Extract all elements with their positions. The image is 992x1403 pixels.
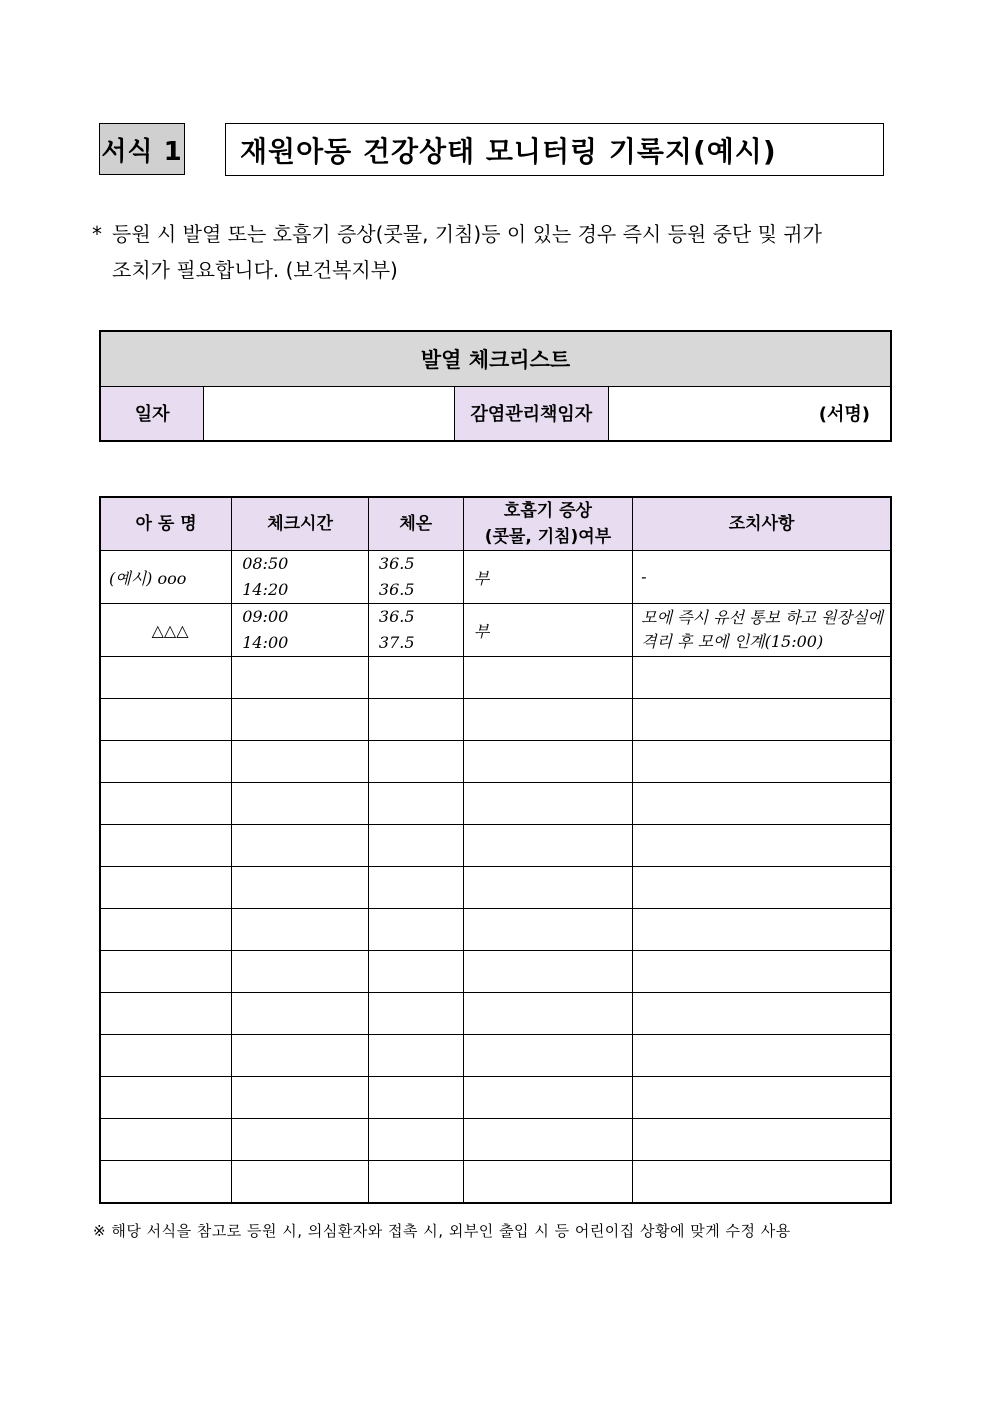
temperature-cell[interactable] <box>368 1119 463 1161</box>
time-afternoon: 14:00 <box>242 633 289 652</box>
symptom-cell[interactable] <box>463 1035 632 1077</box>
child-name-cell[interactable]: △△△ <box>100 604 232 657</box>
temperature-cell[interactable] <box>368 604 463 657</box>
symptom-cell[interactable] <box>463 951 632 993</box>
blank-table-row <box>100 867 891 909</box>
symptom-cell[interactable] <box>463 825 632 867</box>
child-name-cell[interactable]: (예시) ooo <box>100 551 232 604</box>
action-cell[interactable] <box>633 551 891 604</box>
action-line-2: 격리 후 모에 인계(15:00) <box>641 632 824 651</box>
symptom-cell[interactable] <box>463 1119 632 1161</box>
action-cell[interactable] <box>633 909 891 951</box>
child-name-cell[interactable] <box>100 951 232 993</box>
time-afternoon: 14:20 <box>242 580 289 599</box>
symptom-cell[interactable] <box>463 699 632 741</box>
fever-checklist-table <box>99 330 892 442</box>
table-row <box>100 604 891 657</box>
blank-table-row <box>100 657 891 699</box>
action-cell[interactable] <box>633 867 891 909</box>
check-time-cell[interactable] <box>232 825 369 867</box>
check-time-cell[interactable] <box>232 699 369 741</box>
header-symptom-line-2: (콧물, 기침)여부 <box>484 527 612 547</box>
symptom-cell[interactable] <box>463 1161 632 1203</box>
temp-morning: 36.5 <box>378 607 415 626</box>
header-child-name: 아 동 명 <box>100 497 232 551</box>
footnote: ※ 해당 서식을 참고로 등원 시, 의심환자와 접촉 시, 외부인 출입 시 등 어린이집 상황에 맞게 수정 사용 <box>93 1222 791 1240</box>
header-symptom-line-1: 호흡기 증상 <box>503 501 592 521</box>
child-name-cell[interactable] <box>100 699 232 741</box>
date-field[interactable] <box>204 386 454 441</box>
blank-table-row <box>100 699 891 741</box>
header-respiratory-symptom <box>463 497 632 551</box>
check-time-cell[interactable] <box>232 951 369 993</box>
blank-table-row <box>100 1161 891 1203</box>
temperature-cell[interactable] <box>368 1035 463 1077</box>
blank-table-row <box>100 909 891 951</box>
notice-line-1 <box>92 216 898 252</box>
signature-field[interactable]: (서명) <box>609 386 891 441</box>
blank-table-row <box>100 951 891 993</box>
action-cell[interactable] <box>633 741 891 783</box>
notice-text <box>92 216 898 288</box>
symptom-cell[interactable] <box>463 657 632 699</box>
action-line-1: 모에 즉시 유선 통보 하고 원장실에 <box>641 608 883 627</box>
symptom-cell[interactable] <box>463 993 632 1035</box>
action-cell[interactable] <box>633 1077 891 1119</box>
check-time-cell[interactable] <box>232 604 369 657</box>
action-cell[interactable] <box>633 657 891 699</box>
check-time-cell[interactable] <box>232 1035 369 1077</box>
temperature-cell[interactable] <box>368 825 463 867</box>
time-morning: 09:00 <box>242 607 289 626</box>
check-time-cell[interactable] <box>232 1161 369 1203</box>
check-time-cell[interactable] <box>232 657 369 699</box>
check-time-cell[interactable] <box>232 551 369 604</box>
child-name-cell[interactable] <box>100 867 232 909</box>
action-cell[interactable] <box>633 1119 891 1161</box>
temperature-cell[interactable] <box>368 741 463 783</box>
symptom-cell[interactable] <box>463 741 632 783</box>
action-cell[interactable] <box>633 1161 891 1203</box>
blank-table-row <box>100 993 891 1035</box>
asterisk-mark: * <box>92 222 102 246</box>
child-name-cell[interactable] <box>100 993 232 1035</box>
form-number-label: 서식 1 <box>99 123 185 175</box>
check-time-cell[interactable] <box>232 909 369 951</box>
symptom-cell[interactable] <box>463 783 632 825</box>
symptom-cell[interactable]: 부 <box>463 551 632 604</box>
action-cell[interactable] <box>633 993 891 1035</box>
temperature-cell[interactable] <box>368 1161 463 1203</box>
temp-morning: 36.5 <box>378 554 415 573</box>
blank-table-row <box>100 825 891 867</box>
blank-table-row <box>100 1119 891 1161</box>
child-name-cell[interactable] <box>100 909 232 951</box>
header-action: 조치사항 <box>633 497 891 551</box>
blank-table-row <box>100 1077 891 1119</box>
check-time-cell[interactable] <box>232 1119 369 1161</box>
check-time-cell[interactable] <box>232 783 369 825</box>
blank-table-row <box>100 741 891 783</box>
blank-table-row <box>100 1035 891 1077</box>
infection-manager-label: 감염관리책임자 <box>454 386 609 441</box>
child-name-cell[interactable] <box>100 1077 232 1119</box>
child-name-cell[interactable] <box>100 1119 232 1161</box>
notice-line-1-text: 등원 시 발열 또는 호흡기 증상(콧물, 기침)등 이 있는 경우 즉시 등원 중단 및 귀가 <box>112 222 822 246</box>
temperature-cell[interactable] <box>368 909 463 951</box>
temperature-cell[interactable] <box>368 551 463 604</box>
temp-afternoon: 37.5 <box>378 633 415 652</box>
table-header-row <box>100 497 891 551</box>
symptom-cell[interactable] <box>463 909 632 951</box>
child-name-cell[interactable] <box>100 1035 232 1077</box>
child-name-cell[interactable] <box>100 657 232 699</box>
action-line-1: - <box>641 567 647 586</box>
header-check-time: 체크시간 <box>232 497 369 551</box>
fever-checklist-title: 발열 체크리스트 <box>100 331 891 386</box>
date-label: 일자 <box>100 386 204 441</box>
table-row <box>100 551 891 604</box>
check-time-cell[interactable] <box>232 741 369 783</box>
time-morning: 08:50 <box>242 554 289 573</box>
symptom-cell[interactable] <box>463 867 632 909</box>
check-time-cell[interactable] <box>232 1077 369 1119</box>
child-name-cell[interactable] <box>100 825 232 867</box>
child-name-cell[interactable] <box>100 1161 232 1203</box>
page-title: 재원아동 건강상태 모니터링 기록지(예시) <box>225 123 884 176</box>
check-time-cell[interactable] <box>232 993 369 1035</box>
notice-line-2: 조치가 필요합니다. (보건복지부) <box>112 258 398 282</box>
temperature-cell[interactable] <box>368 1077 463 1119</box>
temperature-cell[interactable] <box>368 699 463 741</box>
action-cell[interactable] <box>633 783 891 825</box>
action-cell[interactable] <box>633 699 891 741</box>
temperature-cell[interactable] <box>368 993 463 1035</box>
temp-afternoon: 36.5 <box>378 580 415 599</box>
header-temperature: 체온 <box>368 497 463 551</box>
child-name-cell[interactable] <box>100 741 232 783</box>
action-cell[interactable] <box>633 1035 891 1077</box>
temperature-cell[interactable] <box>368 951 463 993</box>
blank-table-row <box>100 783 891 825</box>
child-name-cell[interactable] <box>100 783 232 825</box>
action-cell[interactable] <box>633 825 891 867</box>
action-cell[interactable] <box>633 604 891 657</box>
symptom-cell[interactable] <box>463 1077 632 1119</box>
temperature-cell[interactable] <box>368 783 463 825</box>
check-time-cell[interactable] <box>232 867 369 909</box>
temperature-cell[interactable] <box>368 657 463 699</box>
symptom-cell[interactable]: 부 <box>463 604 632 657</box>
action-cell[interactable] <box>633 951 891 993</box>
monitoring-table <box>99 496 892 1204</box>
temperature-cell[interactable] <box>368 867 463 909</box>
